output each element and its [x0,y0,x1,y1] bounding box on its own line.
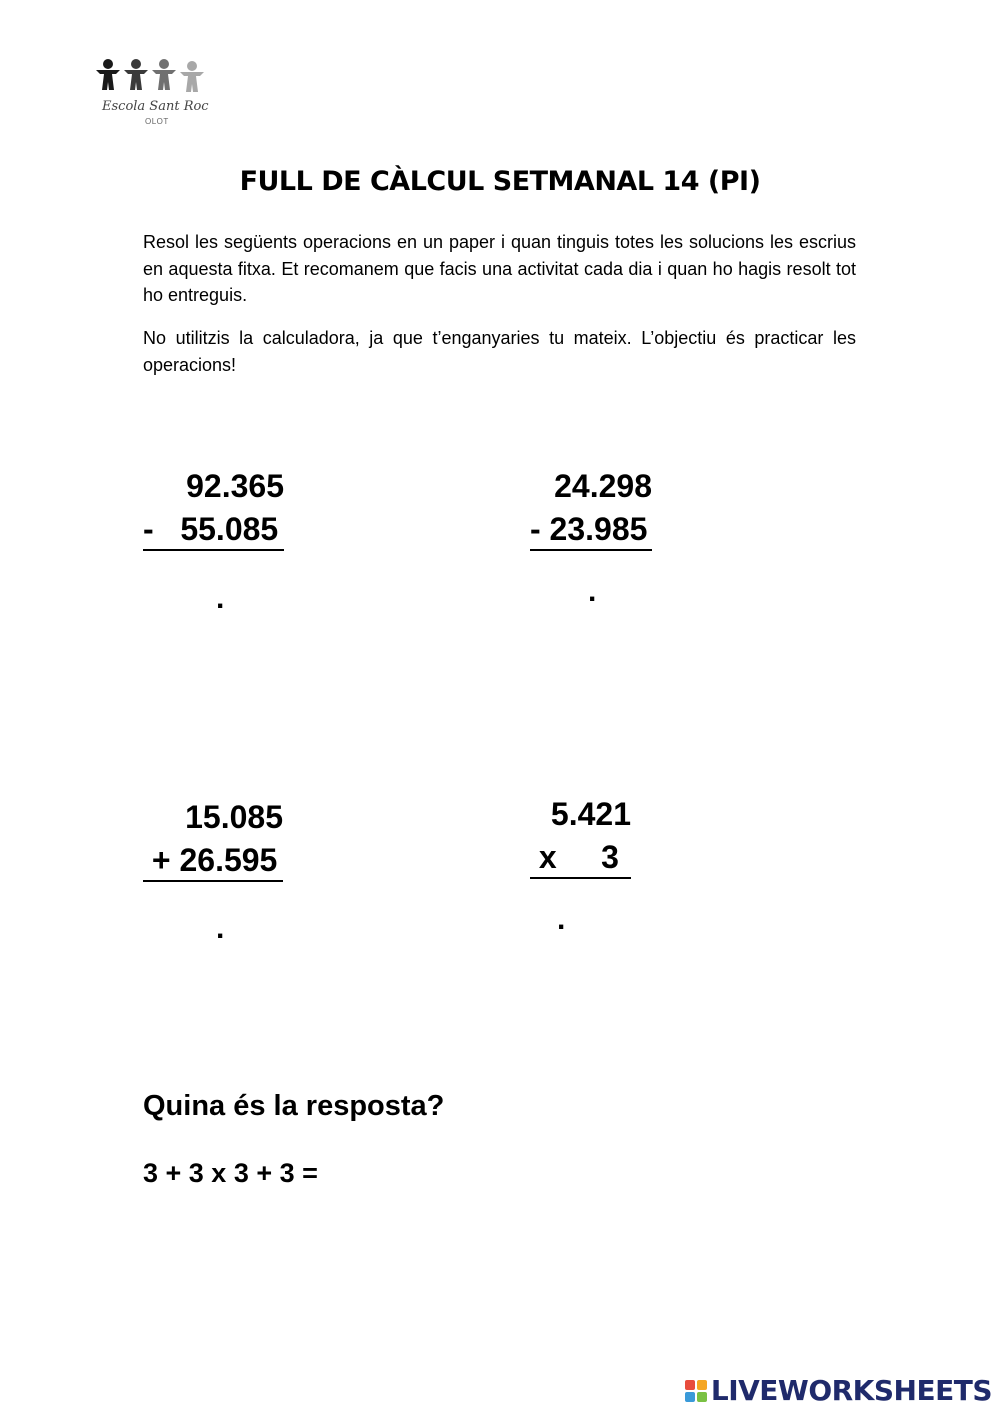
brand-text: LIVEWORKSHEETS [710,1374,992,1407]
operation-3-top: 15.085 [185,799,283,835]
operation-4-top: 5.421 [550,796,631,832]
operation-4-answer: . [557,903,566,936]
instructions-paragraph-2: No utilitzis la calculadora, ja que t’enganyaries tu mateix. L’objectiu és practicar les operacions! [143,328,856,375]
liveworksheets-brand [685,1374,992,1407]
operation-1-bottom: - 55.085 [143,509,284,551]
operation-3-answer: . [216,912,225,945]
children-chain-icon [90,56,230,98]
liveworksheets-logo-icon [685,1380,707,1402]
operation-2-bottom: - 23.985 [530,509,652,551]
operation-1-top: 92.365 [186,468,284,504]
operation-4-bottom: x 3 [530,837,631,879]
question-expression: 3 + 3 x 3 + 3 = [143,1158,318,1188]
school-city: OLOT [145,117,169,126]
question-title: Quina és la resposta? [143,1090,445,1122]
school-logo [90,56,230,136]
operation-2-top: 24.298 [554,468,652,504]
page-title: FULL DE CÀLCUL SETMANAL 14 (PI) [239,166,761,197]
operation-1-answer: . [216,582,225,615]
instructions-paragraph-1: Resol les següents operacions en un paper i quan tinguis totes les solucions les escrius en aquesta fitxa. Et recomanem que facis una activitat cada dia i quan ho hagis resolt tot ho entreguis. [143,232,856,305]
operation-3-bottom: + 26.595 [143,840,283,882]
school-name: Escola Sant Roc [102,99,209,114]
operation-2-answer: . [588,575,597,608]
